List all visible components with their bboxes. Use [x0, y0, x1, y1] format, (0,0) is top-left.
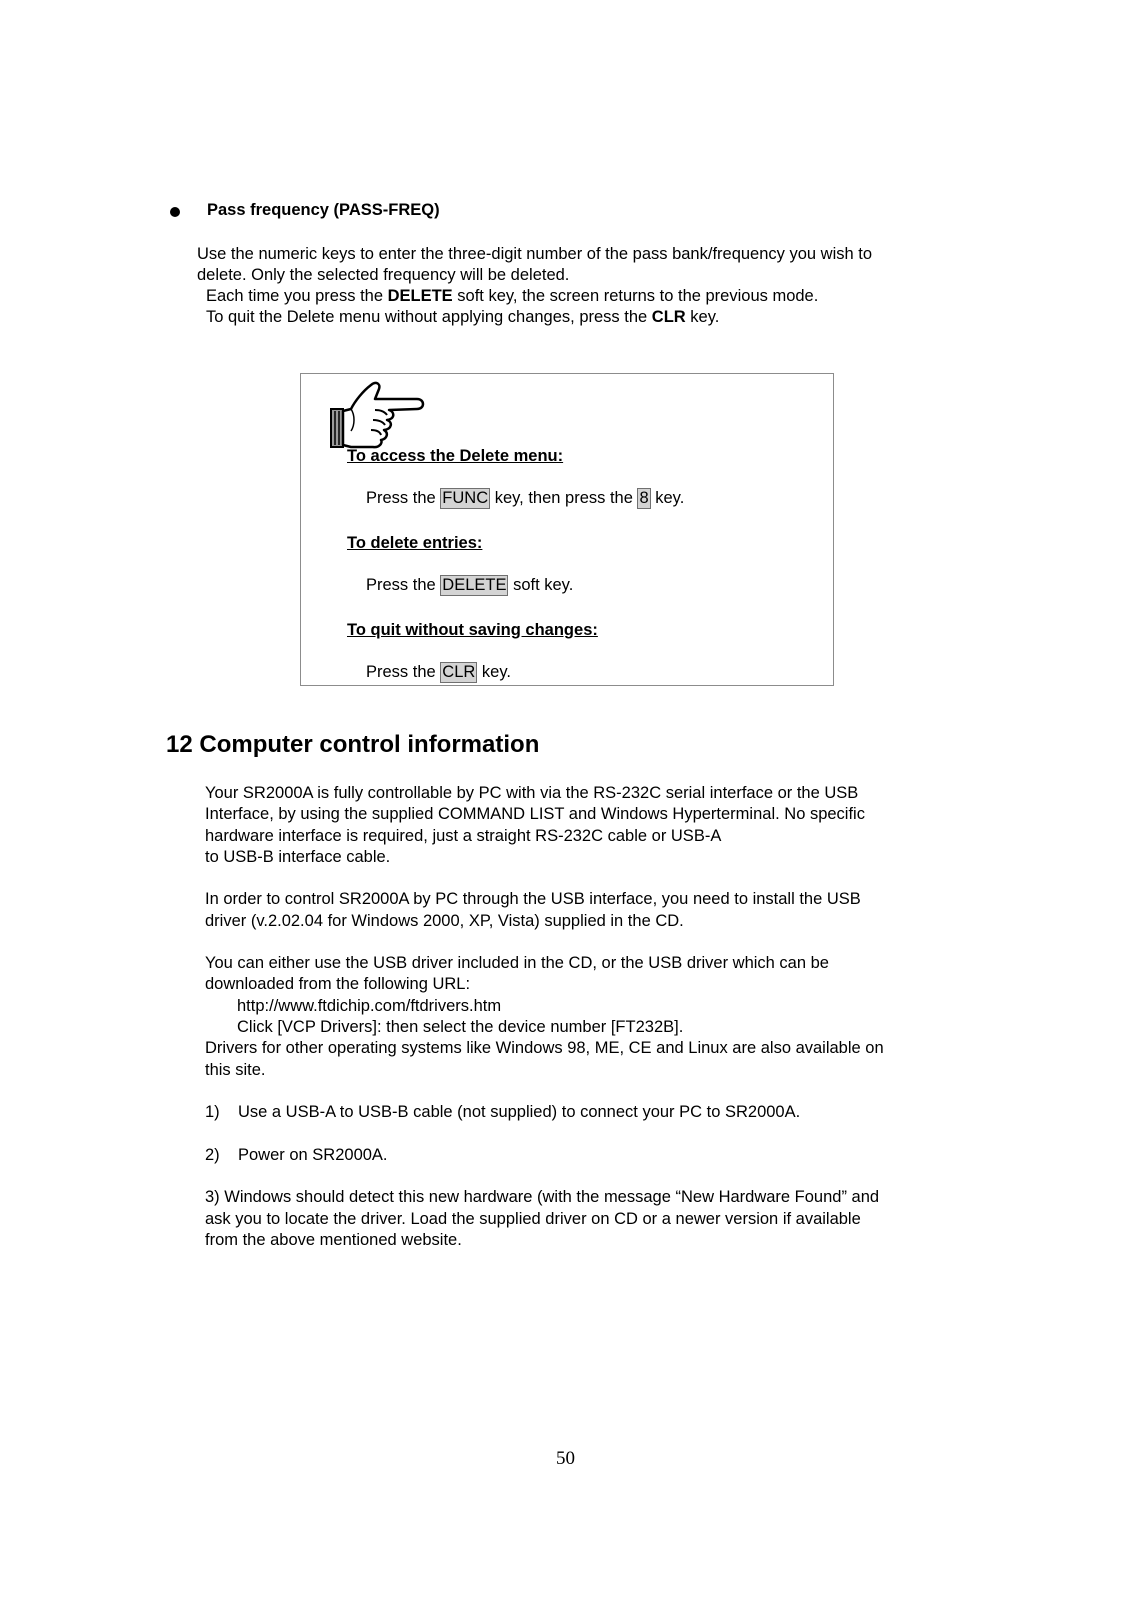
- pass-freq-line4: [206, 307, 719, 328]
- access-delete-instruction: [366, 488, 684, 509]
- step2-text: Power on SR2000A.: [238, 1146, 388, 1164]
- step3-line1: 3) Windows should detect this new hardware (with the message “New Hardware Found” and: [205, 1188, 880, 1206]
- text-run: Press the: [366, 489, 441, 507]
- pointing-hand-icon: [329, 379, 429, 451]
- para3-line2: downloaded from the following URL:: [205, 975, 471, 993]
- access-delete-heading: To access the Delete menu:: [347, 447, 564, 465]
- text-run: Press the: [366, 576, 441, 594]
- text-run: key.: [650, 489, 685, 507]
- quit-instruction: [366, 662, 511, 683]
- func-key: FUNC: [442, 489, 489, 507]
- pass-freq-line3: [206, 286, 818, 307]
- text-run: key.: [477, 663, 511, 681]
- step3-line3: from the above mentioned website.: [205, 1231, 462, 1249]
- delete-key-label: DELETE: [387, 287, 453, 305]
- text-run: To quit the Delete menu without applying changes, press the: [206, 308, 652, 326]
- para1-line3: hardware interface is required, just a straight RS-232C cable or USB-A: [205, 827, 722, 845]
- text-run: key, then press the: [490, 489, 638, 507]
- para2-line2: driver (v.2.02.04 for Windows 2000, XP, Vista) supplied in the CD.: [205, 912, 684, 930]
- digit-8-key: 8: [639, 489, 649, 507]
- text-run: soft key, the screen returns to the previous mode.: [452, 287, 819, 305]
- text-run: Each time you press the: [206, 287, 388, 305]
- step3-line2: ask you to locate the driver. Load the supplied driver on CD or a newer version if available: [205, 1210, 861, 1228]
- delete-menu-note-box: [300, 373, 834, 686]
- page-number: 50: [556, 1448, 575, 1469]
- vcp-drivers-instruction: Click [VCP Drivers]: then select the device number [FT232B].: [237, 1018, 684, 1036]
- step1-text: Use a USB-A to USB-B cable (not supplied) to connect your PC to SR2000A.: [238, 1103, 801, 1121]
- clr-key: CLR: [442, 663, 476, 681]
- para1-line1: Your SR2000A is fully controllable by PC with via the RS-232C serial interface or the USB: [205, 784, 859, 802]
- para1-line4: to USB-B interface cable.: [205, 848, 391, 866]
- ftdi-url: http://www.ftdichip.com/ftdrivers.htm: [237, 997, 502, 1015]
- delete-entries-heading: To delete entries:: [347, 534, 483, 552]
- para3-line1: You can either use the USB driver included in the CD, or the USB driver which can be: [205, 954, 829, 972]
- text-run: key.: [685, 308, 720, 326]
- bullet-icon: [170, 207, 180, 217]
- delete-entries-instruction: [366, 575, 573, 596]
- para1-line2: Interface, by using the supplied COMMAND LIST and Windows Hyperterminal. No specific: [205, 805, 865, 823]
- clr-key-label: CLR: [651, 308, 686, 326]
- pass-freq-line1: Use the numeric keys to enter the three-digit number of the pass bank/frequency you wish to: [197, 245, 873, 263]
- text-run: soft key.: [508, 576, 574, 594]
- step1-number: 1): [205, 1103, 220, 1121]
- pass-freq-title: Pass frequency (PASS-FREQ): [207, 201, 440, 219]
- quit-without-saving-heading: To quit without saving changes:: [347, 621, 598, 639]
- pass-freq-line2: delete. Only the selected frequency will be deleted.: [197, 266, 570, 284]
- delete-soft-key: DELETE: [442, 576, 507, 594]
- para2-line1: In order to control SR2000A by PC through the USB interface, you need to install the USB: [205, 890, 861, 908]
- para3-line6: this site.: [205, 1061, 266, 1079]
- para3-line5: Drivers for other operating systems like Windows 98, ME, CE and Linux are also available on: [205, 1039, 884, 1057]
- text-run: Press the: [366, 663, 441, 681]
- step2-number: 2): [205, 1146, 220, 1164]
- section-title: 12 Computer control information: [166, 731, 540, 758]
